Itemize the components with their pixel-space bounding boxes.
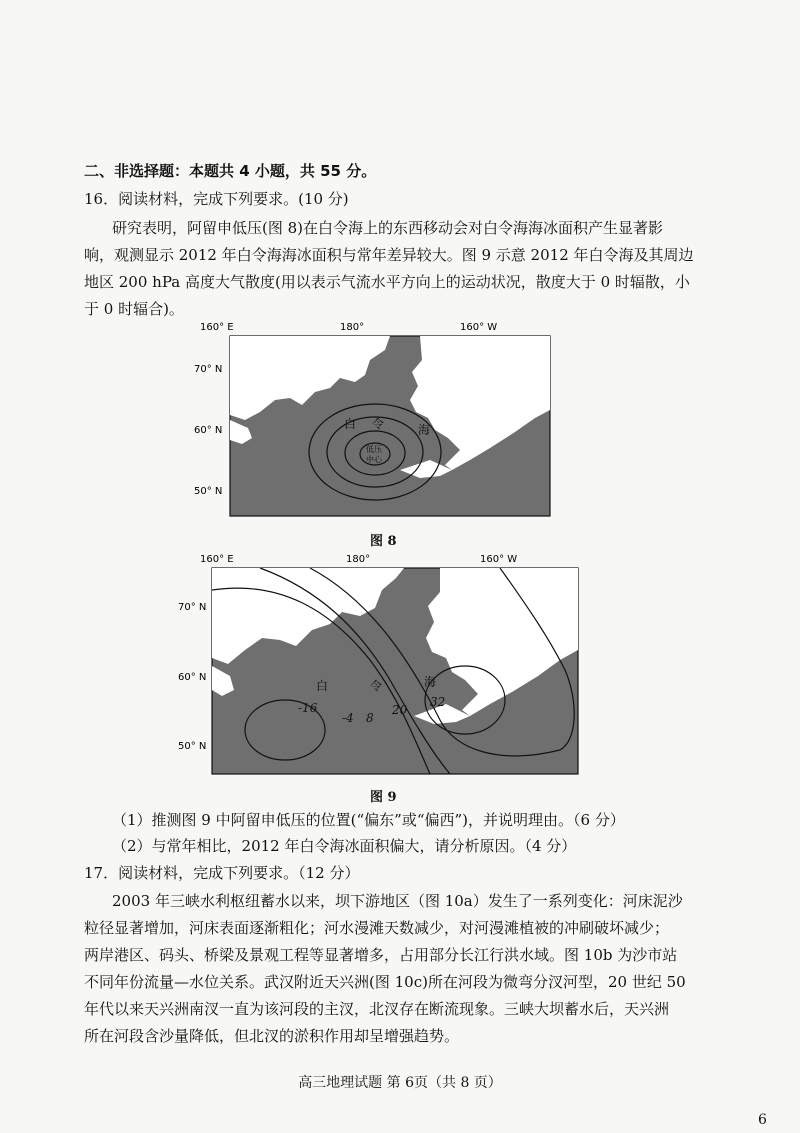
q16-line: 地区 200 hPa 高度大气散度(用以表示气流水平方向上的运动状况，散度大于 0 时辐散，小 xyxy=(84,273,690,291)
fig9-contour-value: 8 xyxy=(366,711,374,725)
fig9-contour-value: 32 xyxy=(430,695,446,709)
fig9-lon-label: 180° xyxy=(346,554,371,565)
section-heading: 二、非选择题：本题共 4 小题，共 55 分。 xyxy=(84,162,377,180)
fig9-contour-value: -4 xyxy=(342,711,354,725)
fig8-map-label: 海 xyxy=(418,423,431,437)
q16-subquestion-2: （2）与常年相比，2012 年白令海冰面积偏大，请分析原因。（4 分） xyxy=(112,837,577,855)
q16-line: 于 0 时辐合)。 xyxy=(84,300,184,318)
fig9-contour-value: -16 xyxy=(298,701,318,715)
fig8-lon-label: 160° W xyxy=(460,322,498,333)
q17-title: 17．阅读材料，完成下列要求。（12 分） xyxy=(84,864,360,882)
fig9-lat-label: 60° N xyxy=(178,672,207,683)
fig8-lat-label: 60° N xyxy=(194,425,223,436)
q16-subquestion-1: （1）推测图 9 中阿留申低压的位置(“偏东”或“偏西”)，并说明理由。（6 分） xyxy=(112,811,625,829)
q17-line: 年代以来天兴洲南汊一直为该河段的主汊，北汊存在断流现象。三峡大坝蓄水后，天兴洲 xyxy=(84,1000,670,1018)
figure-9-caption: 图 9 xyxy=(370,790,397,805)
fig8-map-label: 令 xyxy=(372,417,385,431)
figure-9-map xyxy=(178,550,580,776)
fig8-center-label: 低压 xyxy=(366,445,382,454)
fig8-lon-label: 180° xyxy=(340,322,365,333)
q16-title: 16．阅读材料，完成下列要求。(10 分) xyxy=(84,190,349,208)
q16-line: 响，观测显示 2012 年白令海海冰面积与常年差异较大。图 9 示意 2012 年白令海及其周边 xyxy=(84,246,694,264)
fig8-lat-label: 50° N xyxy=(194,486,223,497)
fig9-lon-label: 160° W xyxy=(480,554,518,565)
fig9-map-label: 白 xyxy=(316,679,329,693)
figure-8-svg xyxy=(190,320,560,520)
figure-8-caption: 图 8 xyxy=(370,534,397,549)
fig9-lat-label: 70° N xyxy=(178,602,207,613)
fig9-lon-label: 160° E xyxy=(200,554,234,565)
fig8-center-label: 中心 xyxy=(366,455,382,464)
q17-line: 两岸港区、码头、桥梁及景观工程等显著增多，占用部分长江行洪水域。图 10b 为沙市站 xyxy=(84,946,678,964)
q17-line: 所在河段含沙量降低，但北汊的淤积作用却呈增强趋势。 xyxy=(84,1027,460,1045)
fig9-map-label: 海 xyxy=(424,675,437,689)
q17-line: 不同年份流量—水位关系。武汉附近天兴洲(图 10c)所在河段为微弯分汊河型，20 世纪 50 xyxy=(84,973,686,991)
q16-line: 研究表明，阿留申低压(图 8)在白令海上的东西移动会对白令海海冰面积产生显著影 xyxy=(112,219,664,237)
page-number-mark: 6 xyxy=(758,1112,767,1128)
fig8-lat-label: 70° N xyxy=(194,364,223,375)
fig8-map-label: 白 xyxy=(344,417,357,431)
figure-8-map xyxy=(190,320,560,520)
fig9-contour-value: 20 xyxy=(392,703,408,717)
fig8-lon-label: 160° E xyxy=(200,322,234,333)
fig8-frame xyxy=(230,336,550,516)
q17-line: 粒径显著增加，河床表面逐渐粗化；河水漫滩天数减少，对河漫滩植被的冲刷破坏减少； xyxy=(84,919,670,937)
page-footer: 高三地理试题 第 6页（共 8 页） xyxy=(298,1075,502,1091)
fig9-frame xyxy=(212,568,578,774)
figure-9-svg xyxy=(178,550,580,776)
fig9-lat-label: 50° N xyxy=(178,741,207,752)
q17-line: 2003 年三峡水利枢纽蓄水以来，坝下游地区（图 10a）发生了一系列变化：河床泥沙 xyxy=(112,892,683,910)
fig9-map-label: 令 xyxy=(370,679,383,693)
